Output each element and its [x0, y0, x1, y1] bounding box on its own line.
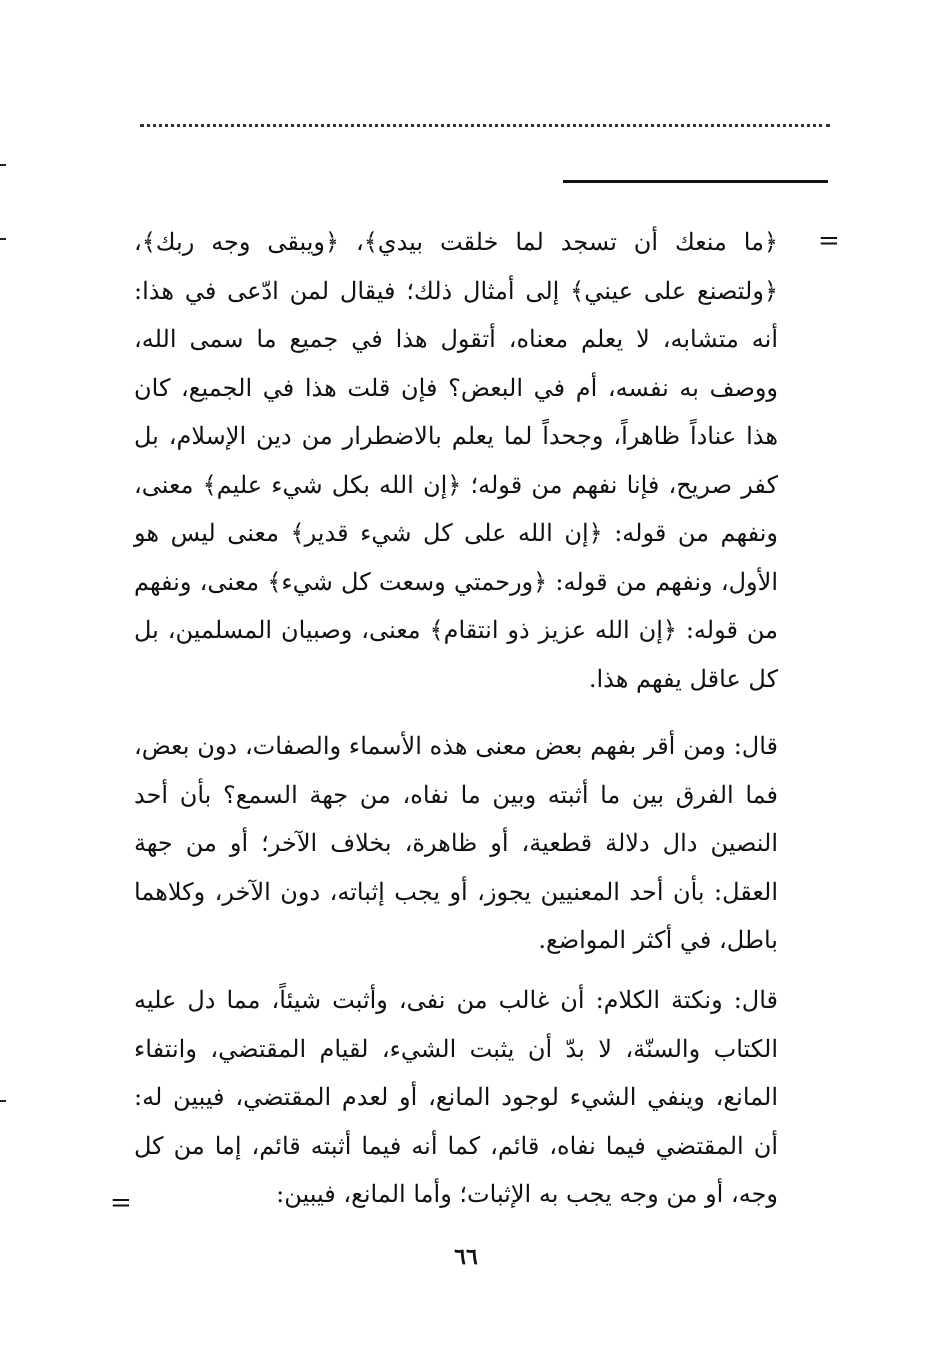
paragraph-text: ﴿ما منعك أن تسجد لما خلقت بيدي﴾، ﴿ويبقى وجه ربك﴾، ﴿ولتصنع على عيني﴾ إلى أمثال ذلك؛ فيقال لمن ادّعى في هذا: أنه متشابه، لا يعلم معناه، أتقول هذا في جميع ما سمى الله، ووصف به نفسه، أم في البعض؟ فإن قلت هذا في الجميع، كان هذا عناداً ظاهراً، وجحداً لما يعلم بالاضطرار من دين الإسلام، بل كفر صريح، فإنا نفهم من قوله؛ ﴿إن الله بكل شيء عليم﴾ معنى، ونفهم من قوله: ﴿إن الله على كل شيء قدير﴾ معنى ليس هو الأول، ونفهم من قوله: ﴿ورحمتي وسعت كل شيء﴾ معنى، ونفهم من قوله: ﴿إن الله عزيز ذو انتقام﴾ معنى، وصبيان المسلمين، بل كل عاقل يفهم هذا.: [134, 228, 779, 693]
page-number: ٦٦: [454, 1244, 478, 1270]
footnote-continuation-start: =: [818, 226, 840, 256]
footnote-separator: [563, 180, 828, 183]
paragraph-text: قال: ومن أقر بفهم بعض معنى هذه الأسماء والصفات، دون بعض، فما الفرق بين ما أثبته وبين ما نفاه، من جهة السمع؟ بأن أحد النصين دال دلالة قطعية، أو ظاهرة، بخلاف الآخر؛ أو من جهة العقل: بأن أحد المعنيين يجوز، أو يجب إثباته، دون الآخر، وكلاهما باطل، في أكثر المواضع.: [134, 732, 778, 954]
footnote-paragraph-3: [134, 976, 778, 1219]
margin-tick-mark: [0, 238, 6, 240]
footnote-paragraph-1: [134, 218, 778, 703]
margin-tick-mark: [0, 164, 6, 166]
footnote-paragraph-2: [134, 722, 778, 965]
footnote-continuation-end: =: [110, 1188, 132, 1218]
paragraph-text: قال: ونكتة الكلام: أن غالب من نفى، وأثبت شيئاً، مما دل عليه الكتاب والسنّة، لا بدّ أن يثبت الشيء، لقيام المقتضي، وانتفاء المانع، وينفي الشيء لوجود المانع، أو لعدم المقتضي، فيبين له: أن المقتضي فيما نفاه، قائم، كما أنه فيما أثبته قائم، إما من كل وجه، أو من وجه يجب به الإثبات؛ وأما المانع، فيبين:: [134, 986, 778, 1208]
margin-tick-mark: [0, 1100, 6, 1102]
dotted-separator: [140, 124, 830, 127]
